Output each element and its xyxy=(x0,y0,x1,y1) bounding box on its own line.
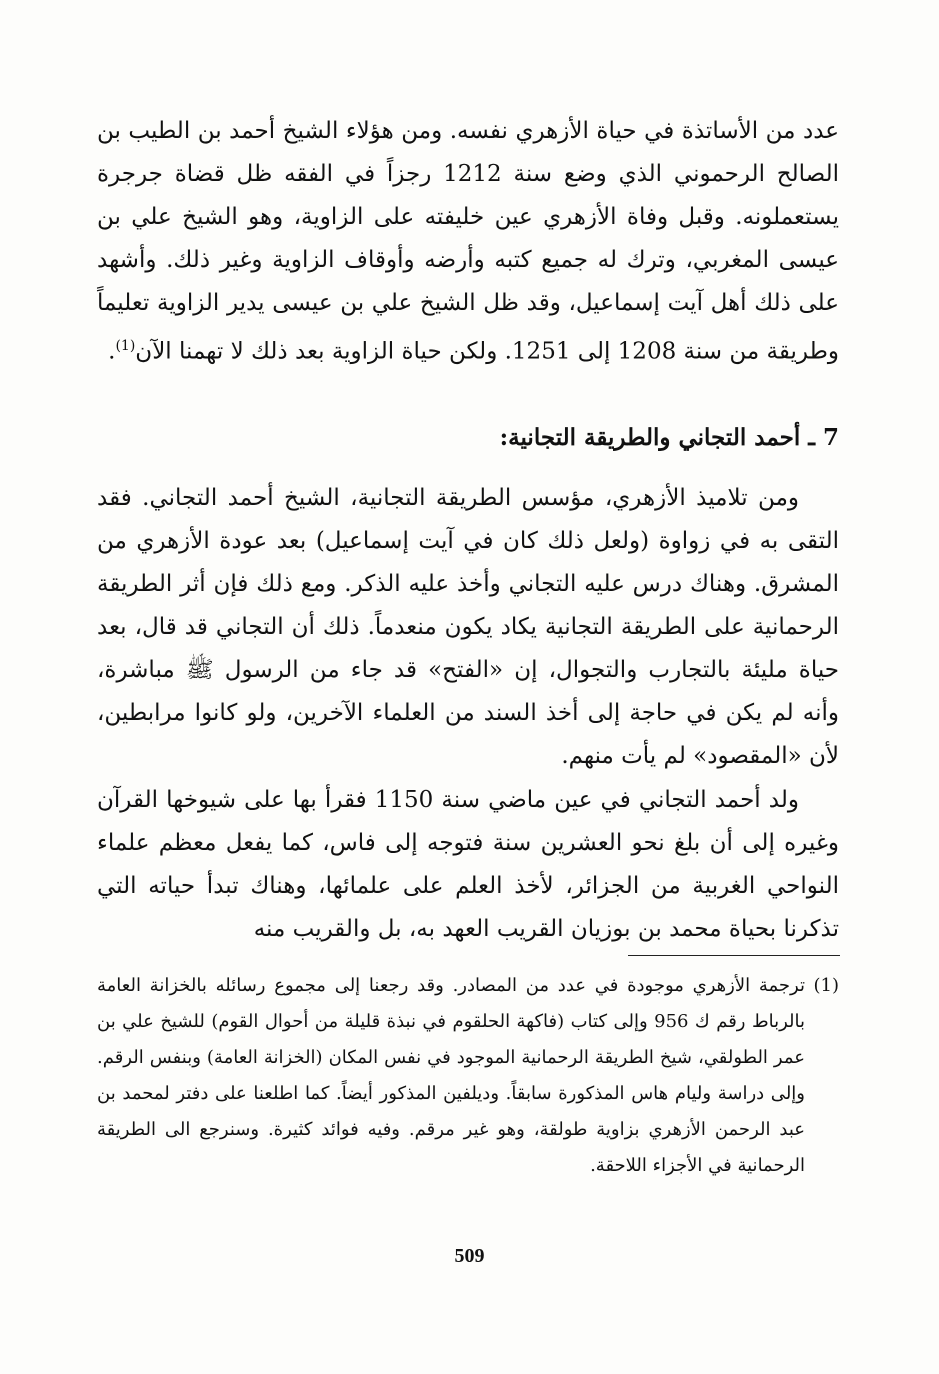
section-heading-block xyxy=(97,418,839,458)
paragraph-continuation xyxy=(97,110,839,374)
paragraph-tijani-birth xyxy=(97,779,839,951)
paragraph-3-text: ولد أحمد التجاني في عين ماضي سنة 1150 فقرأ بها على شيوخها القرآن وغيره إلى أن بلغ نحو العشرين سنة فتوجه إلى فاس، كما يفعل معظم علماء النواحي الغربية من الجزائر، لأخذ العلم على علمائها، وهناك تبدأ حياته التي تذكرنا بحياة محمد بن بوزيان القريب العهد به، بل والقريب منه xyxy=(97,787,839,942)
paragraph-2-text: ومن تلاميذ الأزهري، مؤسس الطريقة التجانية، الشيخ أحمد التجاني. فقد التقى به في زواوة (ولعل ذلك كان في آيت إسماعيل) بعد عودة الأزهري من المشرق. وهناك درس عليه التجاني وأخذ عليه الذكر. ومع ذلك فإن أثر الطريقة الرحمانية على الطريقة التجانية يكاد يكون منعدماً. ذلك أن التجاني قد قال، بعد حياة مليئة بالتجارب والتجوال، إن «الفتح» قد جاء من الرسول ﷺ مباشرة، وأنه لم يكن في حاجة إلى أخذ السند من العلماء الآخرين، ولو كانوا مرابطين، لأن «المقصود» لم يأت منهم. xyxy=(97,485,839,769)
section-heading: 7 ـ أحمد التجاني والطريقة التجانية: xyxy=(499,424,839,451)
footnote-text: ترجمة الأزهري موجودة في عدد من المصادر. وقد رجعنا إلى مجموع رسائله بالخزانة العامة بالرباط رقم ك 956 وإلى كتاب (فاكهة الحلقوم في نبذة قليلة من أحوال القوم) للشيخ علي بن عمر الطولقي، شيخ الطريقة الرحمانية الموجود في نفس المكان (الخزانة العامة) وبنفس الرقم. وإلى دراسة وليام هاس المذكورة سابقاً. وديلفين المذكور أيضاً. كما اطلعنا على دفتر لمحمد بن عبد الرحمن الأزهري بزاوية طولقة، وهو غير مرقم. وفيه فوائد كثيرة. وسنرجع الى الطريقة الرحمانية في الأجزاء اللاحقة. xyxy=(97,975,806,1176)
paragraph-1-text: عدد من الأساتذة في حياة الأزهري نفسه. ومن هؤلاء الشيخ أحمد بن الطيب بن الصالح الرحموني الذي وضع سنة 1212 رجزاً في الفقه ظل قضاة جرجرة يستعملونه. وقبل وفاة الأزهري عين خليفته على الزاوية، وهو الشيخ علي بن عيسى المغربي، وترك له جميع كتبه وأرضه وأوقاف الزاوية وغير ذلك. وأشهد على ذلك أهل آيت إسماعيل، وقد ظل الشيخ علي بن عيسى يدير الزاوية تعليماً وطريقة من سنة 1208 إلى 1251. ولكن حياة الزاوية بعد ذلك لا تهمنا الآن xyxy=(97,118,839,365)
paragraph-1-end: . xyxy=(108,338,116,365)
paragraph-tijani-students xyxy=(97,477,839,778)
footnote-reference[interactable]: (1) xyxy=(115,338,136,354)
footnote-divider xyxy=(628,955,840,956)
footnote-marker: (1) xyxy=(813,975,839,996)
footnotes-section xyxy=(97,968,839,1184)
page-number: 509 xyxy=(454,1245,485,1267)
footnote-1 xyxy=(97,968,839,1184)
